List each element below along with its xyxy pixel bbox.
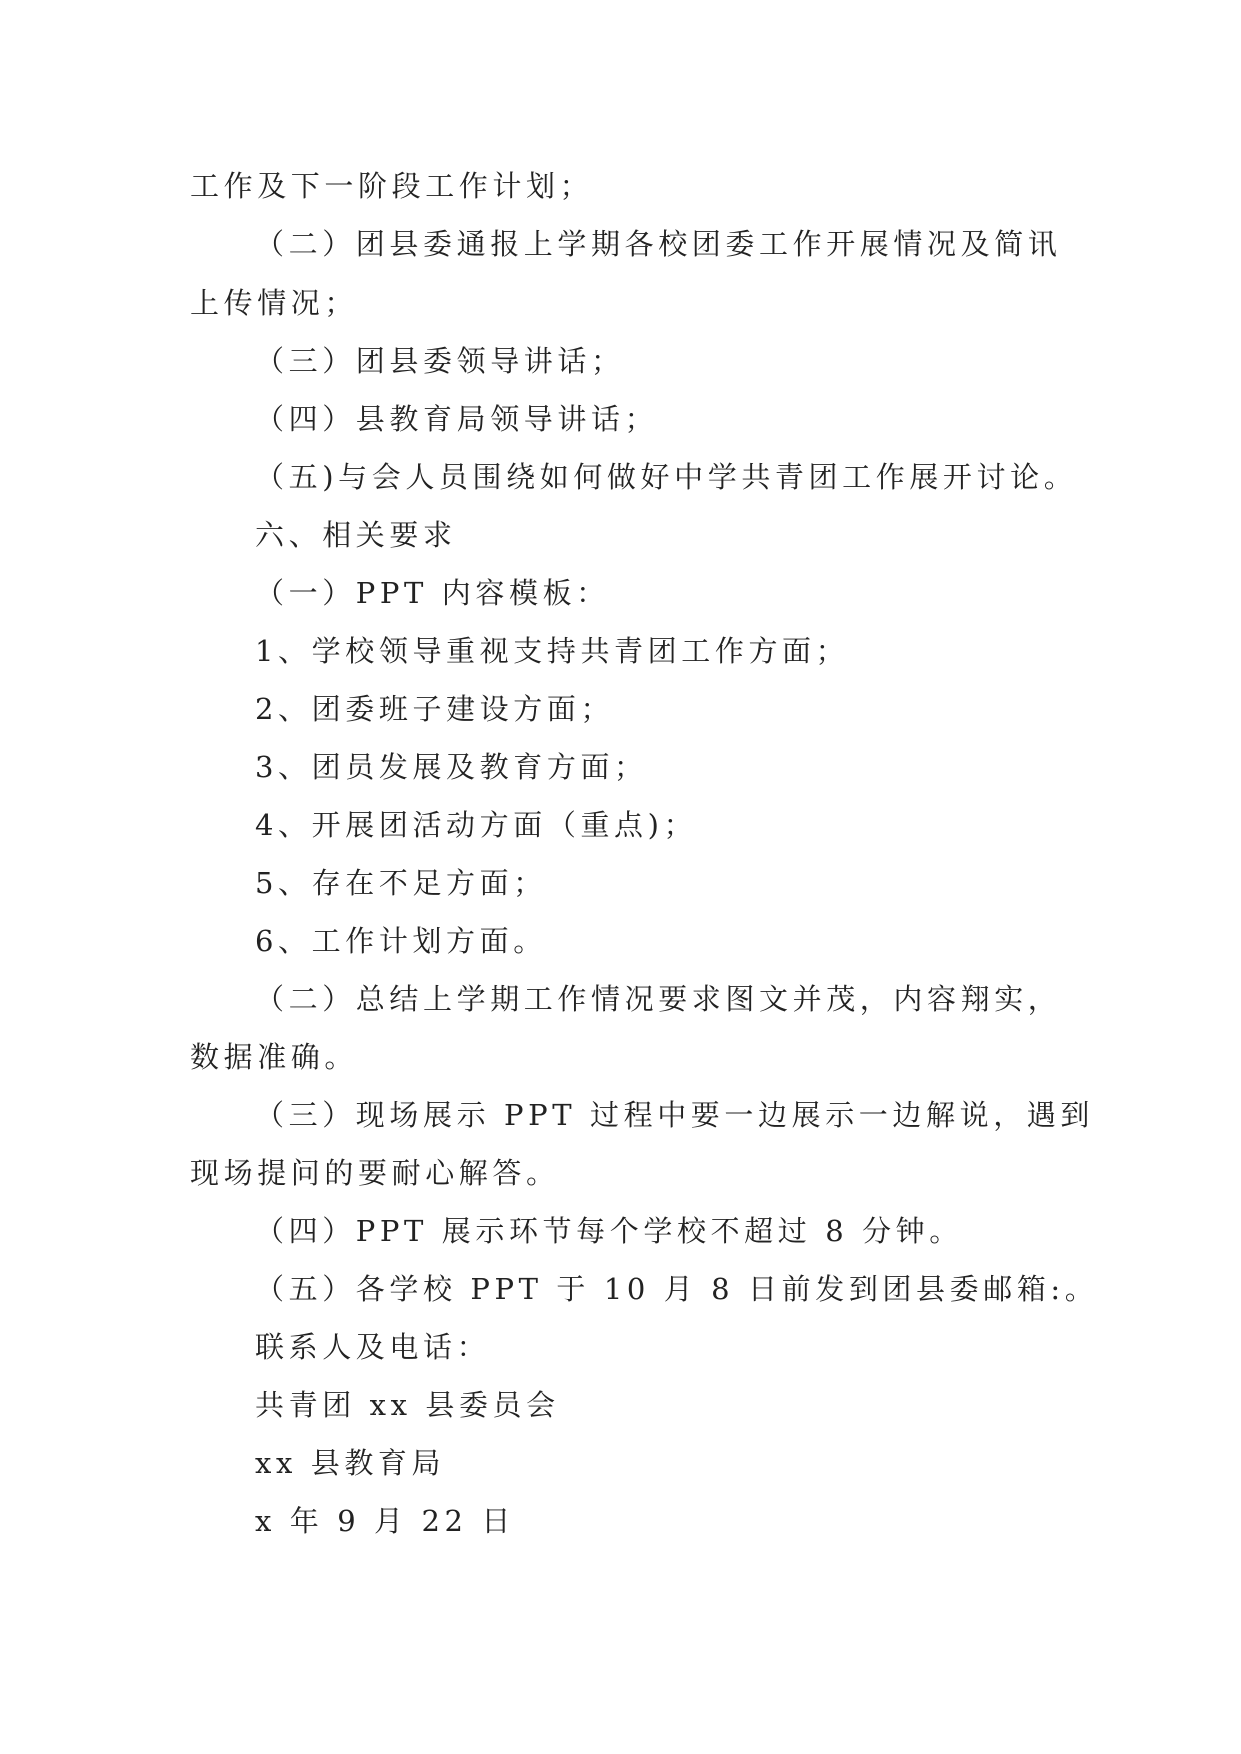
text-line: （三）团县委领导讲话； bbox=[255, 344, 625, 378]
contact-line: 联系人及电话： bbox=[255, 1330, 491, 1364]
list-item: 3、团员发展及教育方面； bbox=[255, 750, 648, 784]
signature-organization: 共青团 xx 县委员会 bbox=[255, 1388, 560, 1422]
list-item: 2、团委班子建设方面； bbox=[255, 692, 615, 726]
text-line: 工作及下一阶段工作计划； bbox=[190, 169, 594, 203]
text-line: （一）PPT 内容模板： bbox=[255, 576, 610, 610]
text-line: （五）各学校 PPT 于 10 月 8 日前发到团县委邮箱:。 bbox=[255, 1272, 1099, 1306]
list-item: 1、学校领导重视支持共青团工作方面； bbox=[255, 634, 850, 668]
text-line: （五)与会人员围绕如何做好中学共青团工作展开讨论。 bbox=[255, 460, 1078, 494]
text-line: （三）现场展示 PPT 过程中要一边展示一边解说，遇到 bbox=[255, 1098, 1095, 1132]
section-heading: 六、相关要求 bbox=[255, 518, 457, 552]
text-line: 现场提问的要耐心解答。 bbox=[190, 1156, 560, 1190]
text-line: （二）团县委通报上学期各校团委工作开展情况及简讯 bbox=[255, 227, 1062, 261]
text-line: 数据准确。 bbox=[190, 1040, 359, 1074]
signature-date: x 年 9 月 22 日 bbox=[255, 1504, 515, 1538]
list-item: 6、工作计划方面。 bbox=[255, 924, 547, 958]
text-line: （二）总结上学期工作情况要求图文并茂，内容翔实， bbox=[255, 982, 1062, 1016]
text-line: （四）PPT 展示环节每个学校不超过 8 分钟。 bbox=[255, 1214, 963, 1248]
list-item: 4、开展团活动方面（重点)； bbox=[255, 808, 698, 842]
list-item: 5、存在不足方面； bbox=[255, 866, 547, 900]
text-line: （四）县教育局领导讲话； bbox=[255, 402, 659, 436]
signature-organization: xx 县教育局 bbox=[255, 1446, 446, 1480]
text-line: 上传情况； bbox=[190, 286, 359, 320]
